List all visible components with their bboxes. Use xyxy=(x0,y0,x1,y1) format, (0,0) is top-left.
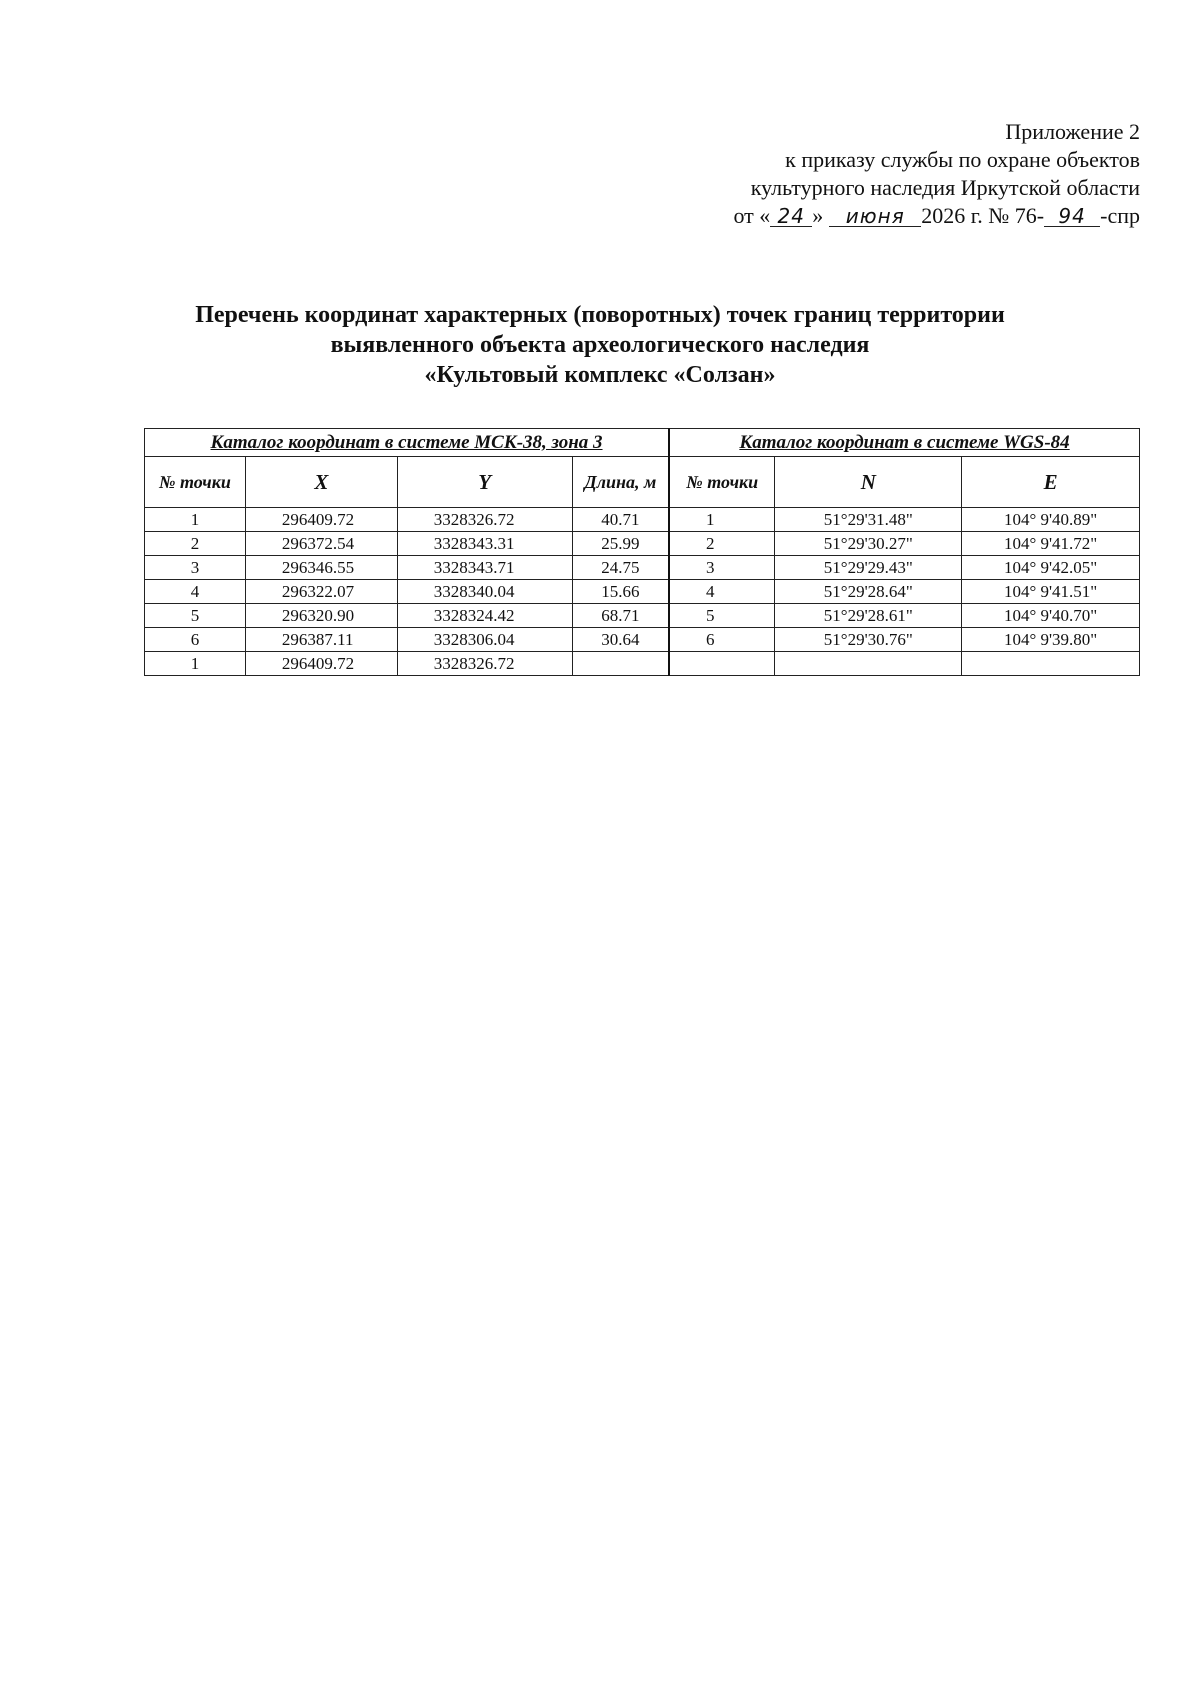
appendix-header xyxy=(733,118,1140,230)
order-suffix: -спр xyxy=(1100,203,1140,228)
wgs-point-number-cell: 1 xyxy=(669,508,775,532)
header-length: Длина, м xyxy=(572,457,669,508)
wgs-point-number-cell: 5 xyxy=(669,604,775,628)
latitude-n-cell xyxy=(775,652,962,676)
x-coordinate-cell: 296387.11 xyxy=(245,628,397,652)
section-wgs84: Каталог координат в системе WGS-84 xyxy=(669,429,1139,457)
handwritten-order-number: 94 xyxy=(1044,206,1100,227)
table-row xyxy=(145,580,1140,604)
title-line-2: выявленного объекта археологического наследия xyxy=(330,332,870,358)
year-and-order: 2026 г. № 76- xyxy=(921,203,1045,228)
point-number-cell: 6 xyxy=(145,628,246,652)
table-row xyxy=(145,628,1140,652)
point-number-cell: 2 xyxy=(145,532,246,556)
coordinates-table xyxy=(144,428,1140,676)
segment-length-cell: 25.99 xyxy=(572,532,669,556)
y-coordinate-cell: 3328326.72 xyxy=(397,508,572,532)
section-header-row xyxy=(145,429,1140,457)
longitude-e-cell: 104° 9'41.51" xyxy=(962,580,1140,604)
latitude-n-cell: 51°29'29.43" xyxy=(775,556,962,580)
point-number-cell: 1 xyxy=(145,652,246,676)
latitude-n-cell: 51°29'31.48" xyxy=(775,508,962,532)
title-line-3: «Культовый комплекс «Солзан» xyxy=(424,362,776,388)
y-coordinate-cell: 3328343.31 xyxy=(397,532,572,556)
x-coordinate-cell: 296346.55 xyxy=(245,556,397,580)
longitude-e-cell: 104° 9'42.05" xyxy=(962,556,1140,580)
latitude-n-cell: 51°29'28.61" xyxy=(775,604,962,628)
latitude-n-cell: 51°29'28.64" xyxy=(775,580,962,604)
longitude-e-cell: 104° 9'40.89" xyxy=(962,508,1140,532)
x-coordinate-cell: 296322.07 xyxy=(245,580,397,604)
wgs-point-number-cell: 2 xyxy=(669,532,775,556)
table-row xyxy=(145,532,1140,556)
wgs-point-number-cell xyxy=(669,652,775,676)
appendix-order-ref: к приказу службы по охране объектов xyxy=(785,147,1140,172)
handwritten-month: июня xyxy=(829,206,921,227)
header-y: Y xyxy=(397,457,572,508)
x-coordinate-cell: 296409.72 xyxy=(245,652,397,676)
handwritten-day: 24 xyxy=(770,206,812,227)
segment-length-cell: 40.71 xyxy=(572,508,669,532)
header-e: E xyxy=(962,457,1140,508)
header-x: X xyxy=(245,457,397,508)
section-msk38: Каталог координат в системе МСК-38, зона 3 xyxy=(145,429,670,457)
segment-length-cell: 15.66 xyxy=(572,580,669,604)
header-point-number-wgs: № точки xyxy=(669,457,775,508)
y-coordinate-cell: 3328340.04 xyxy=(397,580,572,604)
point-number-cell: 1 xyxy=(145,508,246,532)
appendix-title: Приложение 2 xyxy=(1005,119,1140,144)
title-line-1: Перечень координат характерных (поворотных) точек границ территории xyxy=(195,302,1005,328)
wgs-point-number-cell: 6 xyxy=(669,628,775,652)
table-row xyxy=(145,652,1140,676)
longitude-e-cell: 104° 9'39.80" xyxy=(962,628,1140,652)
appendix-date-line xyxy=(733,202,1140,230)
latitude-n-cell: 51°29'30.27" xyxy=(775,532,962,556)
date-prefix: от « xyxy=(733,203,771,228)
x-coordinate-cell: 296372.54 xyxy=(245,532,397,556)
wgs-point-number-cell: 3 xyxy=(669,556,775,580)
longitude-e-cell: 104° 9'41.72" xyxy=(962,532,1140,556)
point-number-cell: 4 xyxy=(145,580,246,604)
header-point-number: № точки xyxy=(145,457,246,508)
table-row xyxy=(145,508,1140,532)
date-quote-close: » xyxy=(812,203,824,228)
y-coordinate-cell: 3328326.72 xyxy=(397,652,572,676)
wgs-point-number-cell: 4 xyxy=(669,580,775,604)
table-body xyxy=(145,508,1140,676)
point-number-cell: 5 xyxy=(145,604,246,628)
table-row xyxy=(145,556,1140,580)
column-header-row xyxy=(145,457,1140,508)
segment-length-cell: 30.64 xyxy=(572,628,669,652)
point-number-cell: 3 xyxy=(145,556,246,580)
y-coordinate-cell: 3328306.04 xyxy=(397,628,572,652)
y-coordinate-cell: 3328324.42 xyxy=(397,604,572,628)
x-coordinate-cell: 296409.72 xyxy=(245,508,397,532)
y-coordinate-cell: 3328343.71 xyxy=(397,556,572,580)
latitude-n-cell: 51°29'30.76" xyxy=(775,628,962,652)
longitude-e-cell xyxy=(962,652,1140,676)
x-coordinate-cell: 296320.90 xyxy=(245,604,397,628)
segment-length-cell: 68.71 xyxy=(572,604,669,628)
segment-length-cell xyxy=(572,652,669,676)
header-n: N xyxy=(775,457,962,508)
table-row xyxy=(145,604,1140,628)
segment-length-cell: 24.75 xyxy=(572,556,669,580)
document-title xyxy=(0,300,1200,390)
longitude-e-cell: 104° 9'40.70" xyxy=(962,604,1140,628)
appendix-agency: культурного наследия Иркутской области xyxy=(750,175,1140,200)
